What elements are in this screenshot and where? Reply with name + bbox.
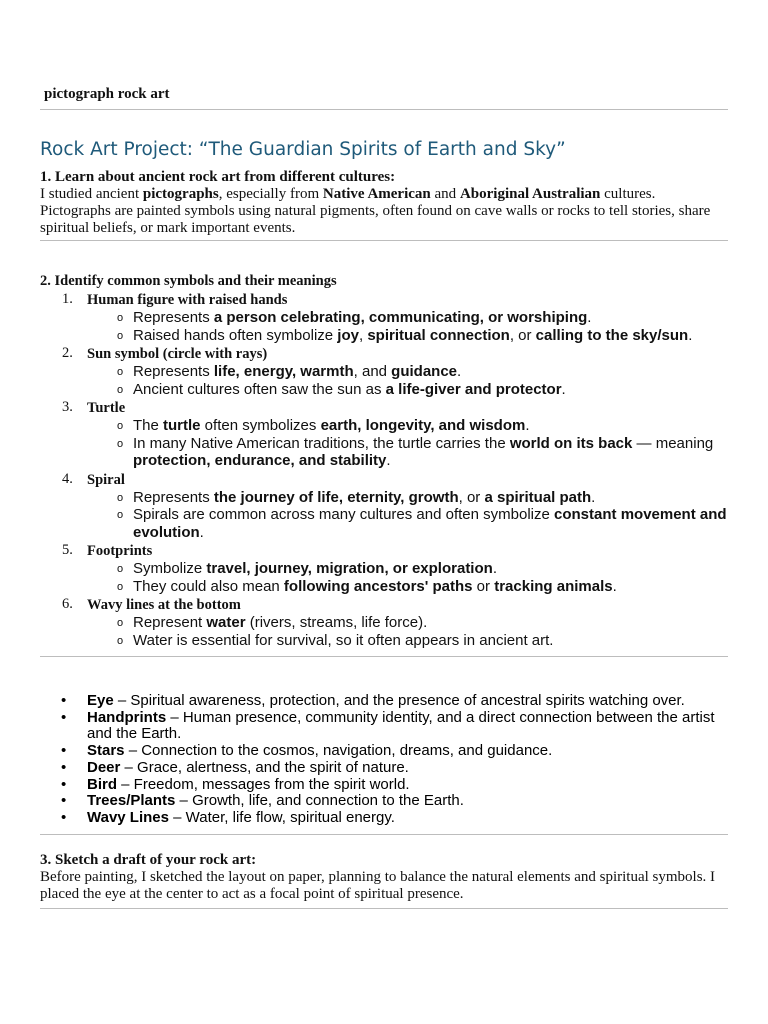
glossary-term: Trees/Plants: [87, 792, 176, 810]
text-run-bold: spiritual connection: [367, 326, 510, 344]
symbol-item: [40, 596, 728, 649]
text-run: and: [430, 186, 460, 202]
symbol-details: [87, 614, 728, 649]
text-run-bold: Native American: [322, 186, 431, 202]
text-run: or: [472, 577, 495, 595]
divider: [40, 908, 728, 909]
glossary-item: [40, 777, 728, 794]
detail-item: [87, 435, 728, 470]
bullet-icon: •: [61, 808, 67, 826]
divider: [40, 109, 728, 110]
text-run: Represents: [133, 363, 214, 380]
bullet-icon: o: [117, 491, 124, 504]
detail-item: [87, 489, 728, 507]
symbol-item: [40, 399, 728, 470]
glossary-term: Wavy Lines: [87, 808, 169, 826]
text-run: Spirals are common across many cultures and often symbolize: [133, 506, 555, 523]
symbol-name: Spiral: [87, 471, 125, 488]
symbol-glossary: [40, 693, 728, 827]
glossary-description: – Connection to the cosmos, navigation, dreams, and guidance.: [124, 742, 553, 760]
bullet-icon: o: [117, 634, 124, 647]
list-number: 5.: [62, 542, 73, 558]
detail-item: [87, 363, 728, 381]
glossary-description: – Human presence, community identity, and a direct connection between the artist and the Earth.: [87, 708, 715, 743]
section-1-paragraph-2: Pictographs are painted symbols using natural pigments, often found on cave walls or rocks to tell stories, share spiritual beliefs, or mark important events.: [40, 203, 711, 236]
divider: [40, 656, 728, 657]
symbol-details: [87, 363, 728, 398]
text-run-bold: a life-giver and protector: [385, 380, 562, 398]
symbol-meaning-list: [40, 291, 728, 649]
text-run: .: [612, 577, 617, 595]
text-run: Water is essential for survival, so it often appears in ancient art.: [133, 631, 554, 649]
symbol-name: Footprints: [87, 543, 153, 559]
text-run-bold: the journey of life, eternity, growth: [213, 488, 459, 506]
section-1: [40, 169, 728, 237]
bullet-icon: •: [61, 775, 67, 793]
text-run: Symbolize: [133, 560, 207, 577]
symbol-details: [87, 560, 728, 595]
glossary-item: [40, 760, 728, 777]
detail-item: [87, 578, 728, 596]
text-run-bold: calling to the sky/sun: [535, 326, 689, 344]
text-run: .: [492, 560, 497, 577]
project-heading: Rock Art Project: “The Guardian Spirits of Earth and Sky”: [40, 139, 566, 160]
text-run: .: [457, 363, 462, 380]
detail-item: [87, 417, 728, 435]
text-run-bold: world on its back: [509, 434, 633, 452]
section-3-title: 3. Sketch a draft of your rock art:: [40, 852, 257, 868]
bullet-icon: •: [61, 692, 67, 709]
bullet-icon: o: [117, 366, 124, 378]
text-run-bold: life, energy, warmth: [213, 363, 354, 380]
detail-item: [87, 632, 728, 650]
text-run: cultures.: [600, 186, 656, 202]
glossary-description: – Freedom, messages from the spirit world.: [117, 775, 410, 793]
bullet-icon: o: [117, 329, 124, 342]
glossary-list: [40, 693, 728, 827]
text-run: Represent: [133, 614, 207, 631]
glossary-term: Stars: [87, 742, 125, 760]
symbol-details: [87, 417, 728, 470]
section-2-title: 2. Identify common symbols and their meanings: [40, 273, 337, 289]
text-run-bold: turtle: [163, 417, 201, 434]
symbol-name: Human figure with raised hands: [87, 292, 288, 308]
text-run: — meaning: [632, 434, 714, 452]
glossary-description: – Spiritual awareness, protection, and the presence of ancestral spirits watching over.: [113, 692, 685, 709]
text-run-bold: tracking animals: [494, 577, 613, 595]
text-run: , and: [353, 363, 392, 380]
symbol-item: [40, 542, 728, 595]
bullet-icon: •: [61, 742, 67, 760]
section-2: [40, 273, 728, 650]
text-run: (rivers, streams, life force).: [245, 614, 428, 631]
text-run: Raised hands often symbolize: [133, 326, 338, 344]
text-run: , especially from: [218, 186, 323, 202]
text-run-bold: constant movement and evolution: [133, 506, 727, 541]
text-run: Ancient cultures often saw the sun as: [133, 380, 386, 398]
section-3-paragraph: Before painting, I sketched the layout on paper, planning to balance the natural elements and spiritual symbols. I placed the eye at the center to act as a focal point of spiritual presence.: [40, 869, 716, 902]
text-run: .: [688, 326, 693, 344]
text-run-bold: a person celebrating, communicating, or worshiping: [213, 309, 588, 326]
glossary-item: [40, 693, 728, 710]
list-number: 3.: [62, 399, 73, 415]
text-run-bold: protection, endurance, and stability: [133, 452, 387, 469]
text-run-bold: a spiritual path: [484, 488, 592, 506]
text-run-bold: earth, longevity, and wisdom: [320, 417, 526, 434]
list-number: 2.: [62, 345, 73, 361]
symbol-item: [40, 291, 728, 344]
glossary-description: – Grace, alertness, and the spirit of nature.: [120, 758, 409, 776]
bullet-icon: •: [61, 708, 67, 726]
glossary-item: [40, 793, 728, 810]
detail-item: [87, 309, 728, 327]
text-run: often symbolizes: [200, 417, 321, 434]
text-run: .: [525, 417, 530, 434]
text-run: ,: [358, 326, 368, 344]
glossary-term: Bird: [87, 775, 117, 793]
list-number: 1.: [62, 291, 73, 307]
glossary-item: [40, 743, 728, 760]
divider: [40, 834, 728, 835]
text-run-bold: water: [206, 614, 246, 631]
text-run: , or: [458, 488, 485, 506]
text-run-bold: following ancestors' paths: [283, 577, 473, 595]
document-title: pictograph rock art: [44, 86, 170, 102]
text-run: , or: [509, 326, 536, 344]
text-run: .: [199, 523, 204, 541]
symbol-item: [40, 471, 728, 542]
glossary-item: [40, 810, 728, 827]
divider: [40, 240, 728, 241]
text-run-bold: pictographs: [142, 186, 219, 202]
text-run: In many Native American traditions, the turtle carries the: [133, 434, 510, 452]
text-run-bold: Aboriginal Australian: [459, 186, 601, 202]
symbol-item: [40, 345, 728, 398]
glossary-term: Eye: [87, 692, 114, 709]
symbol-details: [87, 309, 728, 344]
bullet-icon: o: [117, 509, 124, 521]
detail-item: [87, 381, 728, 399]
text-run-bold: joy: [337, 326, 359, 344]
detail-item: [87, 614, 728, 632]
text-run: They could also mean: [133, 577, 284, 595]
text-run: .: [386, 452, 391, 469]
glossary-description: – Growth, life, and connection to the Earth.: [175, 792, 464, 810]
text-run: I studied ancient: [40, 186, 143, 202]
text-run: .: [591, 488, 596, 506]
section-1-title: 1. Learn about ancient rock art from different cultures:: [40, 169, 396, 185]
detail-item: [87, 560, 728, 578]
text-run: Represents: [133, 488, 214, 506]
symbol-details: [87, 489, 728, 542]
list-number: 4.: [62, 470, 73, 487]
list-number: 6.: [62, 596, 73, 612]
bullet-icon: o: [117, 617, 124, 629]
symbol-name: Sun symbol (circle with rays): [87, 346, 268, 362]
section-3: [40, 852, 728, 903]
text-run: The: [133, 417, 164, 434]
detail-item: [87, 506, 728, 541]
section-1-paragraph: [40, 186, 728, 203]
bullet-icon: o: [117, 383, 124, 396]
bullet-icon: o: [117, 312, 124, 324]
bullet-icon: o: [117, 580, 124, 593]
bullet-icon: o: [117, 437, 124, 450]
text-run-bold: travel, journey, migration, or exploration: [206, 560, 493, 577]
symbol-name: Wavy lines at the bottom: [87, 597, 241, 613]
glossary-term: Deer: [87, 758, 121, 776]
glossary-term: Handprints: [87, 708, 167, 726]
text-run-bold: guidance: [391, 363, 458, 380]
bullet-icon: •: [61, 792, 67, 810]
detail-item: [87, 327, 728, 345]
bullet-icon: •: [61, 758, 67, 776]
text-run: .: [587, 309, 592, 326]
bullet-icon: o: [117, 563, 124, 575]
symbol-name: Turtle: [87, 400, 126, 416]
glossary-item: [40, 710, 728, 743]
text-run: Represents: [133, 309, 214, 326]
text-run: .: [561, 380, 566, 398]
glossary-description: – Water, life flow, spiritual energy.: [168, 808, 395, 826]
bullet-icon: o: [117, 420, 124, 432]
